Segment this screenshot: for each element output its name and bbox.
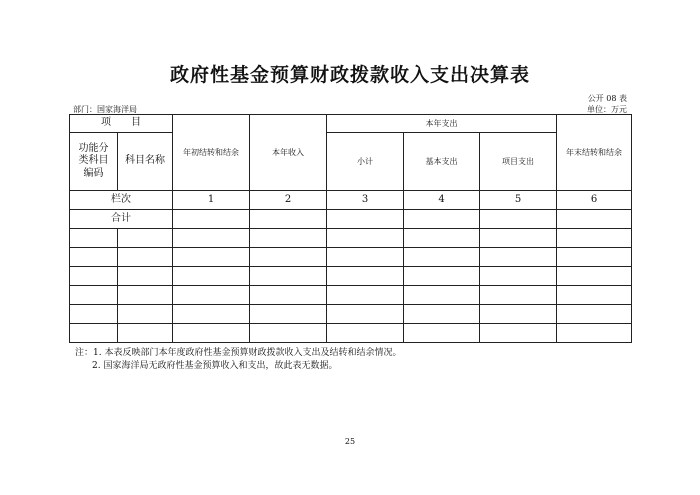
opening-balance-header: 年初结转和结余 xyxy=(173,115,250,191)
table-cell xyxy=(480,210,557,229)
department-label: 部门：国家海洋局 xyxy=(73,105,137,114)
budget-table xyxy=(69,114,632,343)
closing-balance-header: 年末结转和结余 xyxy=(557,115,632,191)
table-row xyxy=(70,324,632,343)
table-cell xyxy=(250,210,327,229)
column-no-4: 4 xyxy=(404,191,480,210)
annual-income-header: 本年收入 xyxy=(250,115,327,191)
table-cell xyxy=(404,210,480,229)
table-cell xyxy=(173,210,250,229)
note-line-1: 注：1. 本表反映部门本年度政府性基金预算财政拨款收入支出及结转和结余情况。 xyxy=(75,348,402,358)
table-row xyxy=(70,248,632,267)
column-no-3: 3 xyxy=(327,191,404,210)
total-label: 合计 xyxy=(70,210,173,229)
table-row xyxy=(70,267,632,286)
func-code-header xyxy=(70,133,118,191)
table-row xyxy=(70,305,632,324)
column-no-2: 2 xyxy=(250,191,327,210)
subject-name-header: 科目名称 xyxy=(118,133,173,191)
unit-label: 单位：万元 xyxy=(587,105,627,114)
subtotal-header: 小计 xyxy=(327,133,404,191)
column-no-5: 5 xyxy=(480,191,557,210)
table-cell xyxy=(557,210,632,229)
column-no-label: 栏次 xyxy=(70,191,173,210)
annual-expense-header: 本年支出 xyxy=(327,115,557,133)
column-no-1: 1 xyxy=(173,191,250,210)
note-line-2: 2. 国家海洋局无政府性基金预算收入和支出，故此表无数据。 xyxy=(92,361,338,371)
page-number: 25 xyxy=(344,437,356,446)
table-row xyxy=(70,286,632,305)
table-row xyxy=(70,229,632,248)
basic-expense-header: 基本支出 xyxy=(404,133,480,191)
func-code-header-text: 功能分类科目编码 xyxy=(78,142,109,179)
project-expense-header: 项目支出 xyxy=(480,133,557,191)
column-no-6: 6 xyxy=(557,191,632,210)
table-cell xyxy=(327,210,404,229)
page-title: 政府性基金预算财政拨款收入支出决算表 xyxy=(169,64,530,86)
form-code: 公开 08 表 xyxy=(587,94,627,103)
notes xyxy=(75,347,401,373)
item-header: 项 目 xyxy=(70,115,173,133)
